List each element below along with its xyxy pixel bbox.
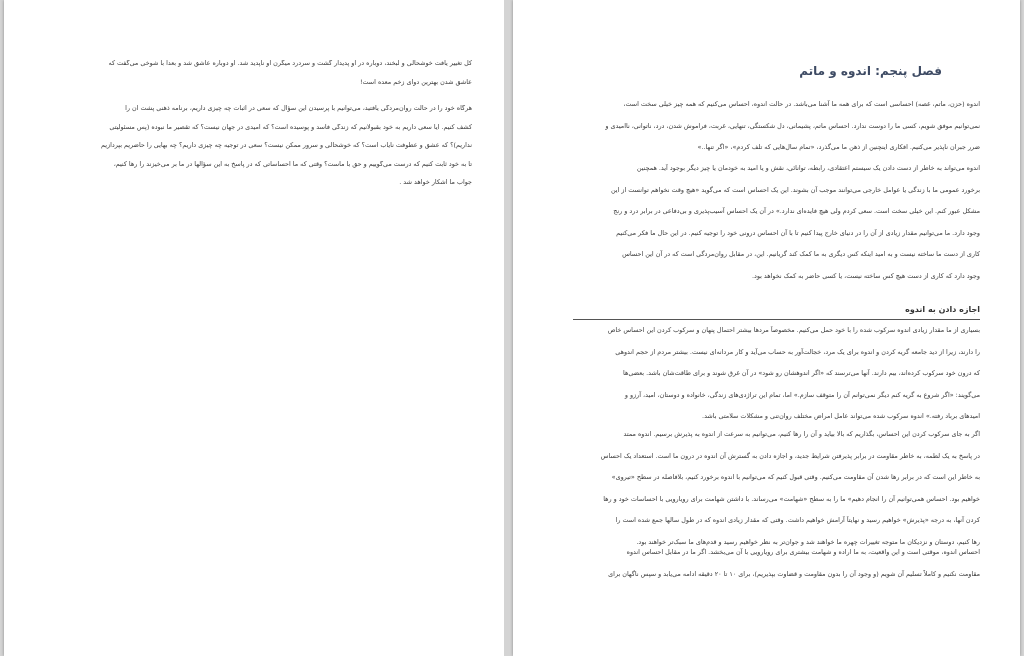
- text-line: کردن آنها، به درجه «پذیرش» خواهیم رسید و نهایتاً آرامش خواهیم داشت. وقتی که مقدار زیادی اندوه که در طول سالها جمع شده است را: [615, 516, 980, 524]
- left-page: [4, 0, 504, 656]
- text-line: برخورد عمومی ما با زندگی یا عوامل خارجی می‌توانند موجب آن بشوند. این یک احساس است که می‌گوید «هیچ وقت نخواهم توانست از این: [610, 185, 980, 194]
- text-line: هرگاه خود را در حالت روان‌مردگی یافتید، می‌توانیم با پرسیدن این سؤال که سعی در اثبات چه چیزی داریم، برنامه ذهنی پشت آن را: [125, 105, 472, 112]
- text-line: رها کنیم، دوستان و نزدیکان ما متوجه تغییرات چهره ما خواهند شد و جوان‌تر به نظر خواهیم رسید و قدم‌های ما سبک‌تر خواهند بود.: [636, 537, 980, 546]
- text-line: امیدهای برباد رفته.» اندوه سرکوب شده می‌تواند عامل امراض مختلف روان‌تنی و مشکلات سلامتی باشد.: [702, 412, 980, 420]
- text-line: می‌گویند: «اگر شروع به گریه کنم دیگر نمی‌توانم آن را متوقف سازم.» اما، تمام این تراژدی‌های زندگی، خانواده و دوستان، امید، آرزو و: [624, 390, 980, 399]
- text-line: خواهیم بود. احساس همی‌توانیم آن را انجام دهیم» ما را به سطح «شهامت» می‌رساند. با داشتن شهامت برای رویارویی با احساسات خود و رها: [603, 494, 980, 503]
- text-line: مشکل عبور کنم. این خیلی سخت است. سعی کردم ولی هیچ فایده‌ای ندارد.» در آن یک احساس آسیب‌پذیری و بی‌دفاعی در برابر درد و رنج: [613, 207, 980, 215]
- paragraph: [64, 105, 472, 186]
- heading-underline: [573, 319, 980, 320]
- left-page-text: [64, 60, 472, 186]
- text-line: احساس اندوه، موقتی است و این واقعیت، به ما اراده و شهامت بیشتری برای رویارویی با آن می‌بخشد. اگر ما در مقابل احساس اندوه: [626, 548, 980, 556]
- text-line: کاری از دست ما ساخته نیست و به امید اینکه کس دیگری به ما کمک کند گریانیم. این، در مقابل روان‌مردگی است که در آن این احساس: [622, 250, 980, 258]
- paragraph: [573, 164, 980, 293]
- text-line: در پاسخ به یک لطمه، به خاطر مقاومت در برابر پذیرفتن شرایط جدید، و اجازه دادن به گسترش آن اندوه در درون ما است. استعداد یک احساس: [600, 451, 980, 460]
- text-line: کل تغییر یافت خوشحالی و لبخند، دوباره در او پدیدار گشت و سردرد میگرن او ناپدید شد. او دوباره عاشق شد و بعداً با شوخی می‌گفت که: [108, 60, 472, 67]
- text-line: اندوه (حزن، ماتم، غصه) احساسی است که برای همه ما آشنا می‌باشد. در حالت اندوه، احساس می‌کنیم که همه چیز خیلی سخت است،: [623, 100, 980, 108]
- text-line: کشف کنیم. آیا سعی داریم به خود بقبولانیم که زندگی فاسد و پوسیده است؟ که امیدی در جهان نیست؟ که تقصیر ما نبوده (پس مسئولیتی: [109, 123, 472, 131]
- text-line: مقاومت نکنیم و کاملاً تسلیم آن شویم (و وجود آن را بدون مقاومت و قضاوت بپذیریم)، برای ۱۰ تا ۲۰ دقیقه ادامه می‌یابد و سپس ناگهان برای: [608, 569, 980, 578]
- paragraph: [64, 60, 472, 97]
- text-line: ضرر جبران ناپذیر می‌کنیم. افکاری اینچنین از ذهن ما می‌گذرد، «تمام سال‌هایی که تلف کردم»، «اگر تنها..»: [697, 143, 980, 151]
- text-line: نداریم)؟ که عشق و عطوفت نایاب است؟ که خوشحالی و سرور ممکن نیست؟ سعی در توجیه چه چیزی داریم؟ چه بهایی را حاضریم بپردازیم: [101, 142, 472, 149]
- paragraph: [573, 430, 980, 559]
- text-line: که درون خود سرکوب کرده‌اند، بیم دارند. آنها می‌ترسند که «اگر اندوهشان رو شود» در آن غرق شوند و برای طاقت‌شان باشد. بعضی‌ها: [623, 369, 980, 377]
- page-gap: [504, 0, 513, 656]
- text-line: را دارند، زیرا از دید جامعه گریه کردن و اندوه برای یک مرد، خجالت‌آور به حساب می‌آید و کار مردانه‌ای نیست. بیشتر مردم از حجم اندوهی: [615, 347, 980, 356]
- section-heading: اجازه دادن به اندوه: [905, 305, 980, 314]
- text-line: به خاطر این است که در برابر رها شدن آن مقاومت می‌کنیم. وقتی قبول کنیم که می‌توانیم با اندوه برخورد کنیم، بلافاصله در سطح «تیروی»: [611, 473, 980, 481]
- text-line: عاشق شدن بهترین دوای زخم معده است!: [359, 78, 472, 86]
- text-line: اگر به جای سرکوب کردن این احساس، بگذاریم که بالا بیاید و آن را رها کنیم، می‌توانیم به سرعت از اندوه به پذیرش برسیم. اندوه ممتد: [623, 430, 980, 438]
- text-line: بسیاری از ما مقدار زیادی اندوه سرکوب شده را با خود حمل می‌کنیم. مخصوصاً مردها بیشتر احتمال پنهان و سرکوب کردن این احساس خاص: [607, 326, 980, 334]
- text-line: تا به خود ثابت کنیم که درست می‌گوییم و حق با ماست؟ وقتی که ما احساساتی که در پاسخ به این سؤالها در ما بر می‌خیزند را رها کنیم،: [113, 160, 472, 168]
- paragraph: [573, 100, 980, 165]
- right-page: [513, 0, 1020, 656]
- chapter-title: فصل پنجم: اندوه و ماتم: [799, 64, 942, 78]
- text-line: اندوه می‌تواند به خاطر از دست دادن یک سیستم اعتقادی، رابطه، توانائی، نقش و یا امید به خودمان یا چیز دیگر بوجود آید. همچنین: [636, 164, 980, 172]
- text-line: جواب ما آشکار خواهد شد .: [399, 179, 472, 186]
- paragraph: [573, 548, 980, 591]
- text-line: وجود دارد. ما می‌توانیم مقدار زیادی از آن را در دنیای خارج پیدا کنیم تا با آن احساس درونی خود را توجیه کنیم. در این حال ما فکر می‌کنیم: [616, 228, 980, 237]
- text-line: نمی‌توانیم موفق شویم، کسی ما را دوست ندارد. احساس ماتم، پشیمانی، دل شکستگی، تنهایی، غربت، فراموش شدن، درد، ناتوانی، ناامیدی و: [605, 121, 980, 130]
- text-line: وجود دارد که کاری از دست هیچ کس ساخته نیست، یا کسی حاضر به کمک نخواهد بود.: [751, 271, 980, 280]
- paragraph: [573, 326, 980, 434]
